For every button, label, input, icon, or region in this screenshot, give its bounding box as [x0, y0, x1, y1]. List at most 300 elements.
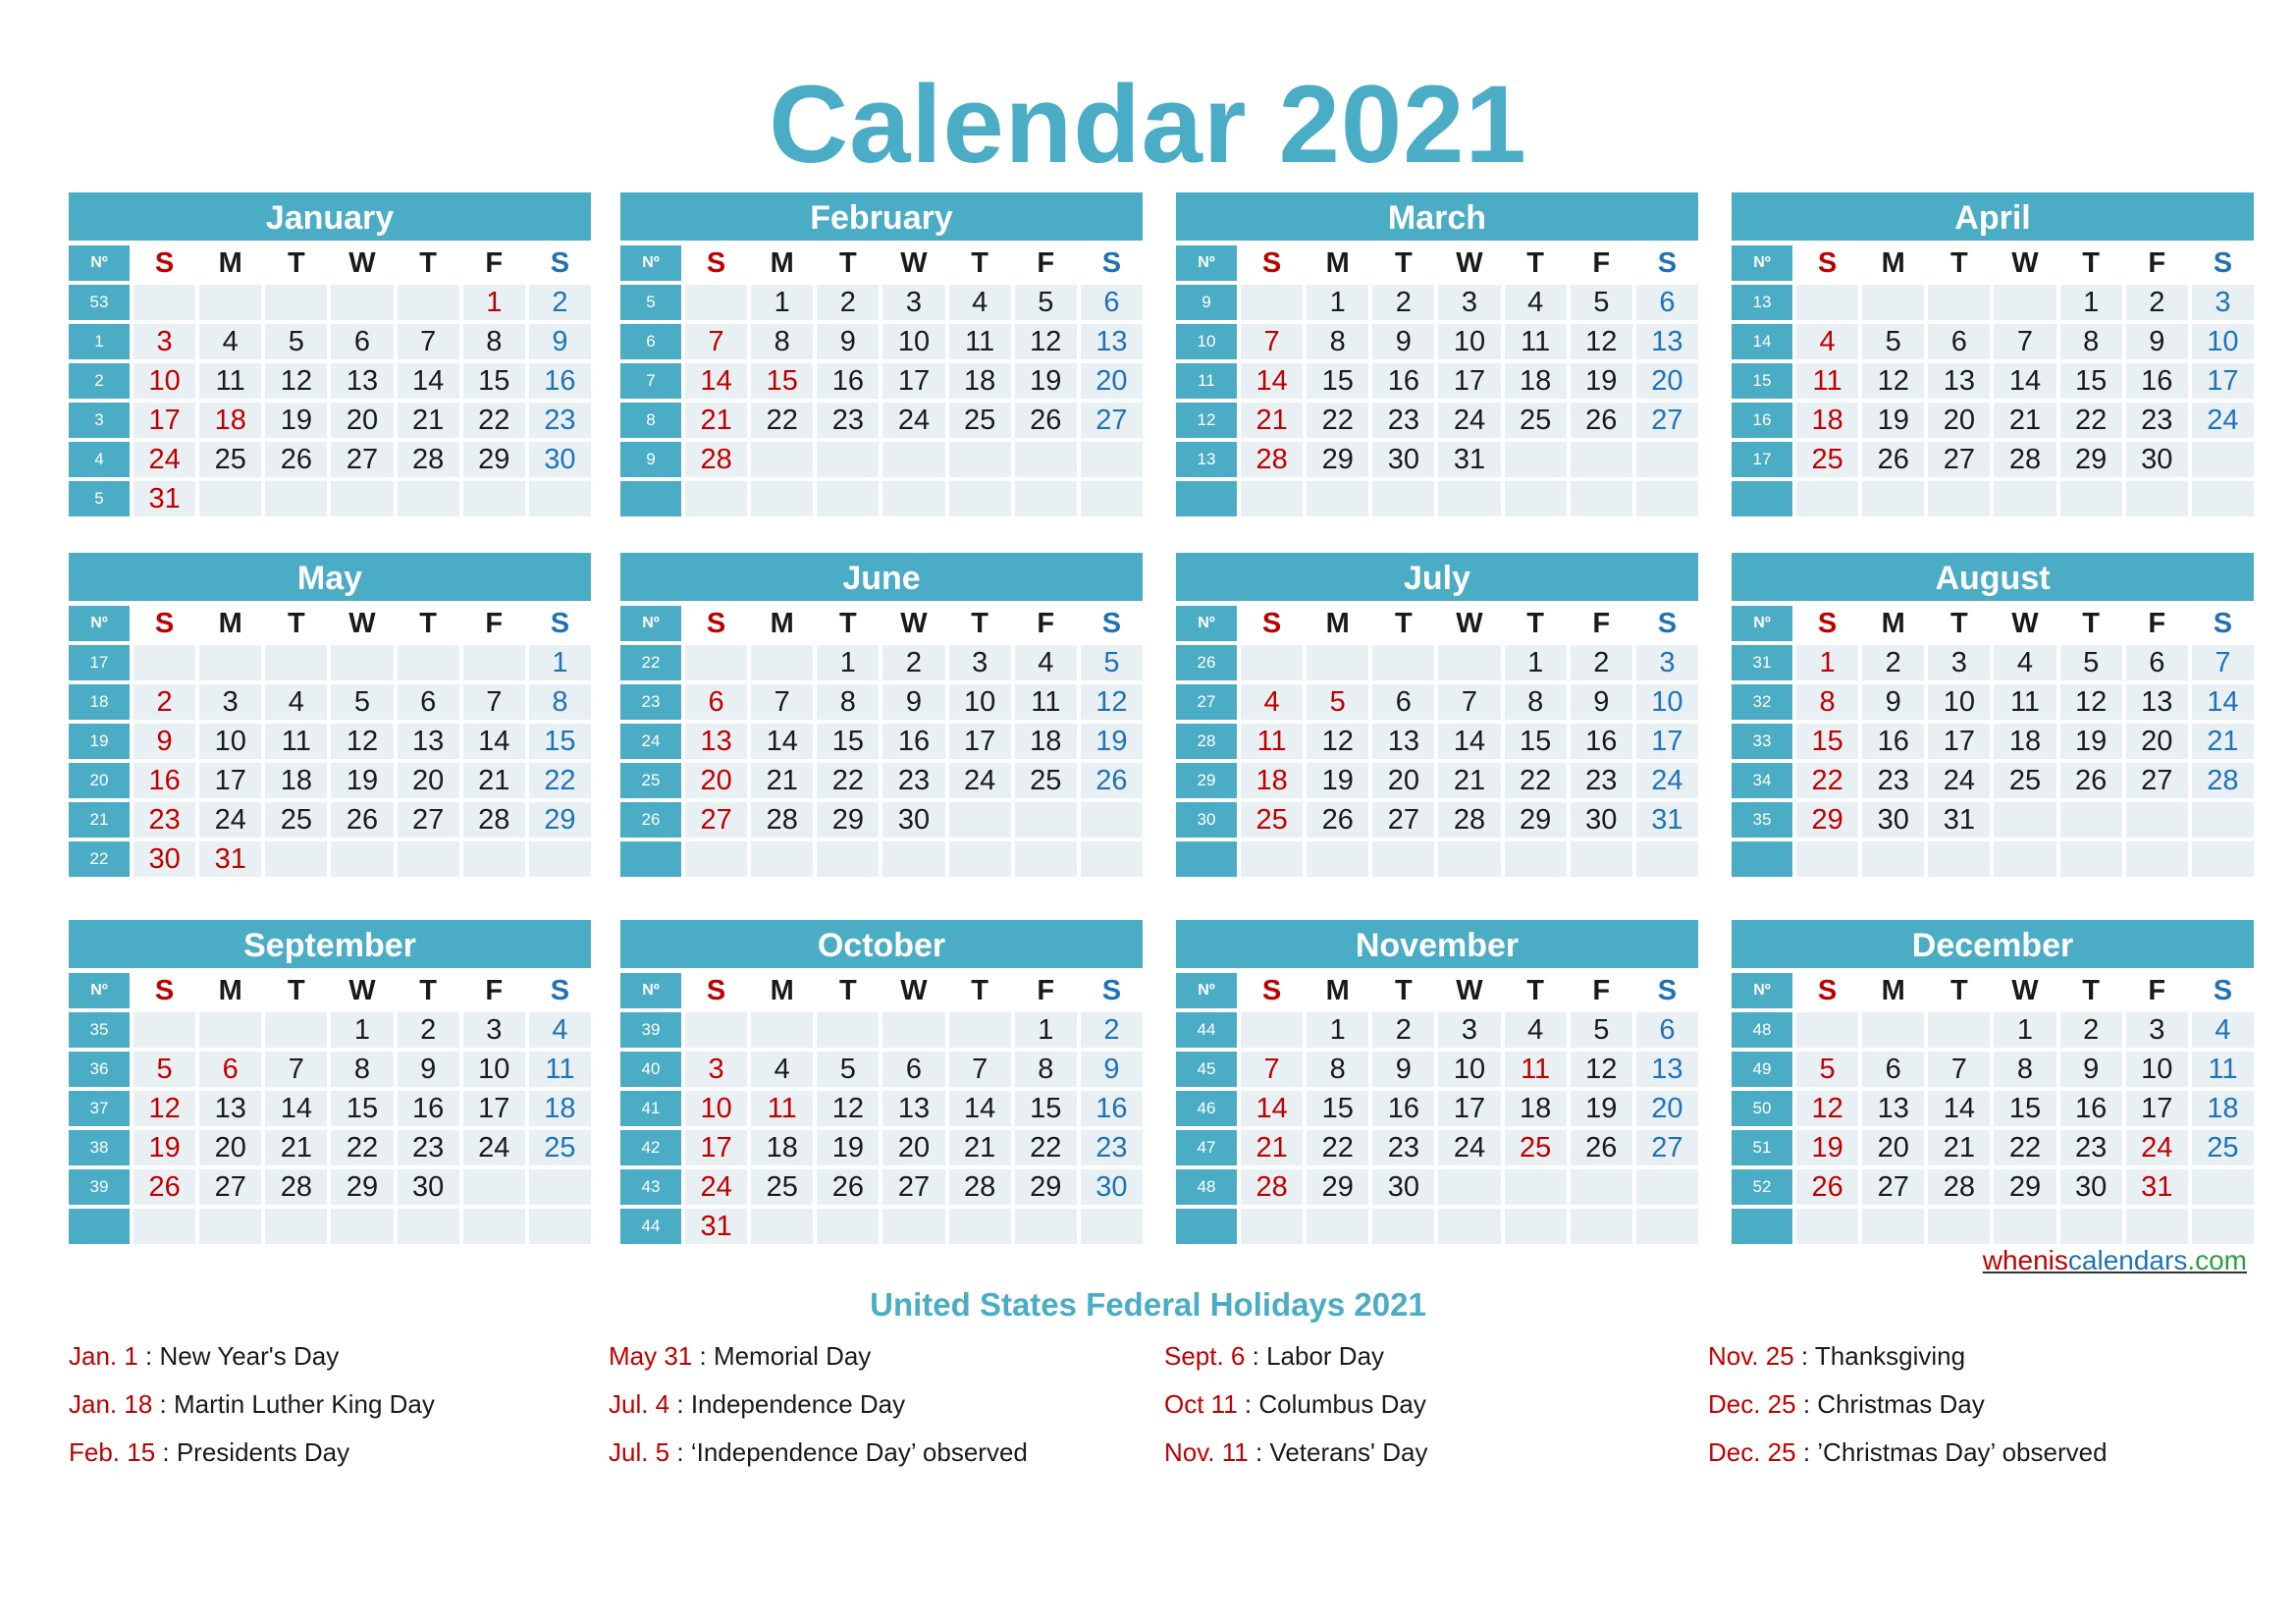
day-cell: 7 [1434, 684, 1500, 720]
day-cell: 13 [1077, 324, 1143, 359]
day-cell: 7 [1924, 1052, 1990, 1087]
day-cell: 21 [1237, 1130, 1303, 1165]
site-link[interactable] [1983, 1245, 2247, 1276]
week-number: 42 [620, 1130, 681, 1165]
empty-day-cell [747, 481, 813, 516]
week-number: 38 [69, 1130, 130, 1165]
day-cell: 5 [1858, 324, 1924, 359]
day-cell: 3 [2122, 1012, 2188, 1048]
day-cell: 22 [1792, 763, 1858, 798]
holiday-item [69, 1437, 435, 1486]
day-cell: 16 [1567, 724, 1632, 759]
weekday-header: T [394, 606, 459, 641]
empty-day-cell [327, 1209, 393, 1244]
week-number: 3 [69, 403, 130, 438]
day-cell: 30 [2056, 1169, 2122, 1205]
empty-day-cell [1792, 1012, 1858, 1048]
weekday-header: S [1632, 606, 1698, 641]
empty-day-cell [945, 802, 1011, 838]
day-cell: 9 [1077, 1052, 1143, 1087]
empty-day-cell [1501, 1169, 1567, 1205]
day-cell: 11 [1990, 684, 2056, 720]
weekday-header: T [945, 245, 1011, 281]
day-cell: 27 [1632, 403, 1698, 438]
empty-day-cell [1368, 481, 1434, 516]
empty-day-cell [1237, 285, 1303, 320]
empty-day-cell [879, 442, 944, 477]
day-cell: 8 [1990, 1052, 2056, 1087]
day-cell: 16 [130, 763, 195, 798]
day-cell: 22 [327, 1130, 393, 1165]
month-name: February [620, 192, 1143, 241]
empty-day-cell [1858, 481, 1924, 516]
day-cell: 1 [1501, 645, 1567, 680]
day-cell: 5 [327, 684, 393, 720]
week-number [620, 841, 681, 877]
weekday-header: F [459, 973, 525, 1008]
day-cell: 3 [459, 1012, 525, 1048]
week-number-header: Nº [1176, 245, 1237, 281]
day-cell: 18 [1501, 1091, 1567, 1126]
day-cell: 29 [1792, 802, 1858, 838]
empty-day-cell [1567, 1209, 1632, 1244]
day-cell: 10 [681, 1091, 747, 1126]
month-grid [1732, 973, 2254, 1244]
day-cell: 27 [394, 802, 459, 838]
day-cell: 22 [525, 763, 591, 798]
day-cell: 23 [1567, 763, 1632, 798]
empty-day-cell [1077, 802, 1143, 838]
week-number [1732, 1209, 1792, 1244]
month-grid [620, 245, 1143, 516]
day-cell: 1 [459, 285, 525, 320]
empty-day-cell [1077, 442, 1143, 477]
day-cell: 17 [1434, 1091, 1500, 1126]
day-cell: 25 [1501, 403, 1567, 438]
weekday-header: S [1077, 973, 1143, 1008]
day-cell: 30 [130, 841, 195, 877]
day-cell: 15 [459, 363, 525, 399]
empty-day-cell [1011, 841, 1077, 877]
empty-day-cell [1924, 481, 1990, 516]
weekday-header: M [195, 973, 261, 1008]
empty-day-cell [1792, 841, 1858, 877]
empty-day-cell [681, 1012, 747, 1048]
day-cell: 26 [1567, 403, 1632, 438]
empty-day-cell [195, 1209, 261, 1244]
week-number: 30 [1176, 802, 1237, 838]
day-cell: 25 [945, 403, 1011, 438]
day-cell: 15 [747, 363, 813, 399]
day-cell: 25 [1501, 1130, 1567, 1165]
day-cell: 12 [1011, 324, 1077, 359]
weekday-header: S [525, 973, 591, 1008]
day-cell: 8 [327, 1052, 393, 1087]
day-cell: 23 [2056, 1130, 2122, 1165]
holidays-title: United States Federal Holidays 2021 [870, 1286, 1426, 1323]
site-link-part2: calendars [2067, 1245, 2188, 1275]
day-cell: 15 [2056, 363, 2122, 399]
week-number: 39 [620, 1012, 681, 1048]
week-number: 29 [1176, 763, 1237, 798]
empty-day-cell [195, 481, 261, 516]
holiday-separator: : [692, 1341, 714, 1371]
week-number: 22 [620, 645, 681, 680]
weekday-header: M [1858, 606, 1924, 641]
holiday-separator: : [152, 1389, 174, 1419]
day-cell: 11 [1501, 324, 1567, 359]
day-cell: 17 [195, 763, 261, 798]
empty-day-cell [1434, 1209, 1500, 1244]
day-cell: 30 [1368, 1169, 1434, 1205]
empty-day-cell [1237, 645, 1303, 680]
week-number-header: Nº [620, 606, 681, 641]
weekday-header: S [130, 973, 195, 1008]
empty-day-cell [1237, 1012, 1303, 1048]
week-number: 2 [69, 363, 130, 399]
empty-day-cell [747, 1209, 813, 1244]
day-cell: 13 [394, 724, 459, 759]
day-cell: 30 [2122, 442, 2188, 477]
day-cell: 20 [195, 1130, 261, 1165]
weekday-header: T [945, 606, 1011, 641]
week-number: 20 [69, 763, 130, 798]
empty-day-cell [681, 285, 747, 320]
day-cell: 3 [130, 324, 195, 359]
holiday-date: Nov. 11 [1164, 1437, 1249, 1467]
weekday-header: S [1632, 973, 1698, 1008]
day-cell: 19 [1792, 1130, 1858, 1165]
week-number [69, 1209, 130, 1244]
day-cell: 7 [1237, 1052, 1303, 1087]
empty-day-cell [261, 645, 327, 680]
empty-day-cell [1303, 841, 1368, 877]
day-cell: 14 [2188, 684, 2254, 720]
day-cell: 27 [327, 442, 393, 477]
day-cell: 26 [1011, 403, 1077, 438]
month-name: January [69, 192, 591, 241]
day-cell: 17 [2122, 1091, 2188, 1126]
day-cell: 31 [1632, 802, 1698, 838]
day-cell: 8 [747, 324, 813, 359]
day-cell: 8 [813, 684, 879, 720]
day-cell: 23 [2122, 403, 2188, 438]
holiday-separator: : [1237, 1389, 1259, 1419]
holiday-name: Martin Luther King Day [173, 1389, 435, 1419]
weekday-header: F [1011, 606, 1077, 641]
month-grid [69, 606, 591, 877]
day-cell: 5 [1011, 285, 1077, 320]
day-cell: 3 [945, 645, 1011, 680]
day-cell: 24 [1632, 763, 1698, 798]
day-cell: 29 [525, 802, 591, 838]
empty-day-cell [945, 1012, 1011, 1048]
day-cell: 1 [2056, 285, 2122, 320]
empty-day-cell [1924, 285, 1990, 320]
empty-day-cell [1434, 1169, 1500, 1205]
week-number: 19 [69, 724, 130, 759]
empty-day-cell [747, 442, 813, 477]
weekday-header: S [1632, 245, 1698, 281]
day-cell: 18 [1792, 403, 1858, 438]
weekday-header: T [261, 606, 327, 641]
day-cell: 1 [1303, 1012, 1368, 1048]
day-cell: 13 [1632, 324, 1698, 359]
week-number-header: Nº [1732, 245, 1792, 281]
empty-day-cell [394, 481, 459, 516]
week-number-header: Nº [1732, 973, 1792, 1008]
empty-day-cell [261, 285, 327, 320]
day-cell: 19 [1858, 403, 1924, 438]
empty-day-cell [1501, 1209, 1567, 1244]
month-name: December [1732, 920, 2254, 968]
week-number: 8 [620, 403, 681, 438]
weekday-header: M [195, 245, 261, 281]
holiday-separator: : [155, 1437, 177, 1467]
weekday-header: S [2188, 973, 2254, 1008]
day-cell: 3 [1434, 285, 1500, 320]
week-number: 22 [69, 841, 130, 877]
day-cell: 18 [1237, 763, 1303, 798]
day-cell: 29 [1011, 1169, 1077, 1205]
holiday-name: Labor Day [1266, 1341, 1385, 1371]
weekday-header: W [1990, 606, 2056, 641]
empty-day-cell [1303, 1209, 1368, 1244]
holiday-name: Memorial Day [713, 1341, 872, 1371]
empty-day-cell [1990, 841, 2056, 877]
day-cell: 28 [1990, 442, 2056, 477]
empty-day-cell [1567, 1169, 1632, 1205]
empty-day-cell [1567, 442, 1632, 477]
holiday-item [1708, 1341, 2108, 1389]
day-cell: 20 [1368, 763, 1434, 798]
day-cell: 8 [1501, 684, 1567, 720]
day-cell: 17 [879, 363, 944, 399]
day-cell: 10 [945, 684, 1011, 720]
weekday-header: S [681, 973, 747, 1008]
holiday-separator: : [137, 1341, 160, 1371]
empty-day-cell [261, 841, 327, 877]
month-april [1732, 192, 2254, 516]
empty-day-cell [879, 481, 944, 516]
day-cell: 14 [681, 363, 747, 399]
empty-day-cell [130, 285, 195, 320]
weekday-header: T [261, 245, 327, 281]
empty-day-cell [813, 1012, 879, 1048]
holiday-date: Oct 11 [1164, 1389, 1238, 1419]
day-cell: 25 [261, 802, 327, 838]
day-cell: 2 [2122, 285, 2188, 320]
holiday-item [1708, 1389, 2108, 1437]
day-cell: 11 [1237, 724, 1303, 759]
month-name: August [1732, 553, 2254, 601]
day-cell: 20 [879, 1130, 944, 1165]
empty-day-cell [261, 1012, 327, 1048]
day-cell: 14 [747, 724, 813, 759]
day-cell: 3 [681, 1052, 747, 1087]
day-cell: 1 [1303, 285, 1368, 320]
weekday-header: S [1237, 245, 1303, 281]
weekday-header: T [394, 245, 459, 281]
day-cell: 15 [813, 724, 879, 759]
day-cell: 27 [1924, 442, 1990, 477]
empty-day-cell [327, 481, 393, 516]
empty-day-cell [945, 481, 1011, 516]
day-cell: 4 [1990, 645, 2056, 680]
day-cell: 1 [813, 645, 879, 680]
day-cell: 16 [1077, 1091, 1143, 1126]
day-cell: 13 [879, 1091, 944, 1126]
day-cell: 13 [2122, 684, 2188, 720]
day-cell: 9 [394, 1052, 459, 1087]
day-cell: 16 [1368, 1091, 1434, 1126]
weekday-header: M [747, 245, 813, 281]
empty-day-cell [879, 1012, 944, 1048]
holiday-column [69, 1341, 435, 1486]
day-cell: 6 [394, 684, 459, 720]
week-number: 24 [620, 724, 681, 759]
day-cell: 4 [2188, 1012, 2254, 1048]
weekday-header: S [1792, 973, 1858, 1008]
empty-day-cell [1501, 481, 1567, 516]
empty-day-cell [327, 841, 393, 877]
day-cell: 24 [130, 442, 195, 477]
empty-day-cell [1792, 285, 1858, 320]
empty-day-cell [1858, 1209, 1924, 1244]
empty-day-cell [1632, 1209, 1698, 1244]
week-number: 35 [69, 1012, 130, 1048]
month-grid [1732, 606, 2254, 877]
day-cell: 25 [1237, 802, 1303, 838]
day-cell: 12 [1567, 1052, 1632, 1087]
empty-day-cell [459, 481, 525, 516]
day-cell: 10 [459, 1052, 525, 1087]
holiday-name: ’Christmas Day’ observed [1817, 1437, 2108, 1467]
day-cell: 2 [1077, 1012, 1143, 1048]
day-cell: 26 [1792, 1169, 1858, 1205]
week-number: 27 [1176, 684, 1237, 720]
empty-day-cell [394, 285, 459, 320]
empty-day-cell [681, 645, 747, 680]
day-cell: 22 [813, 763, 879, 798]
day-cell: 26 [130, 1169, 195, 1205]
month-name: May [69, 553, 591, 601]
day-cell: 31 [1434, 442, 1500, 477]
holiday-date: Feb. 15 [69, 1437, 156, 1467]
weekday-header: W [327, 606, 393, 641]
empty-day-cell [1434, 645, 1500, 680]
day-cell: 2 [1567, 645, 1632, 680]
day-cell: 26 [1303, 802, 1368, 838]
weekday-header: F [1567, 973, 1632, 1008]
day-cell: 22 [2056, 403, 2122, 438]
day-cell: 18 [2188, 1091, 2254, 1126]
day-cell: 28 [2188, 763, 2254, 798]
empty-day-cell [130, 645, 195, 680]
day-cell: 17 [130, 403, 195, 438]
holiday-date: Dec. 25 [1708, 1389, 1796, 1419]
week-number: 43 [620, 1169, 681, 1205]
day-cell: 27 [195, 1169, 261, 1205]
holiday-column [1164, 1341, 1427, 1486]
month-grid [69, 973, 591, 1244]
day-cell: 24 [195, 802, 261, 838]
empty-day-cell [525, 1209, 591, 1244]
day-cell: 16 [1368, 363, 1434, 399]
day-cell: 29 [1501, 802, 1567, 838]
empty-day-cell [1303, 481, 1368, 516]
day-cell: 18 [261, 763, 327, 798]
empty-day-cell [2188, 1169, 2254, 1205]
holiday-date: Jan. 1 [69, 1341, 138, 1371]
day-cell: 18 [525, 1091, 591, 1126]
day-cell: 25 [1011, 763, 1077, 798]
day-cell: 2 [1858, 645, 1924, 680]
holiday-separator: : [1248, 1437, 1270, 1467]
day-cell: 25 [1990, 763, 2056, 798]
day-cell: 5 [1303, 684, 1368, 720]
day-cell: 21 [681, 403, 747, 438]
empty-day-cell [2122, 841, 2188, 877]
day-cell: 29 [2056, 442, 2122, 477]
day-cell: 23 [813, 403, 879, 438]
weekday-header: T [1368, 606, 1434, 641]
day-cell: 11 [2188, 1052, 2254, 1087]
holiday-name: ‘Independence Day’ observed [690, 1437, 1028, 1467]
month-name: July [1176, 553, 1698, 601]
day-cell: 9 [1368, 324, 1434, 359]
day-cell: 1 [525, 645, 591, 680]
day-cell: 7 [1990, 324, 2056, 359]
weekday-header: S [525, 245, 591, 281]
day-cell: 19 [1303, 763, 1368, 798]
day-cell: 4 [1501, 285, 1567, 320]
month-grid [1176, 973, 1698, 1244]
day-cell: 16 [525, 363, 591, 399]
week-number: 16 [1732, 403, 1792, 438]
day-cell: 20 [394, 763, 459, 798]
month-grid [1176, 606, 1698, 877]
empty-day-cell [945, 1209, 1011, 1244]
day-cell: 11 [261, 724, 327, 759]
day-cell: 16 [2056, 1091, 2122, 1126]
day-cell: 9 [130, 724, 195, 759]
day-cell: 15 [1501, 724, 1567, 759]
day-cell: 10 [130, 363, 195, 399]
holiday-name: Independence Day [690, 1389, 906, 1419]
week-number: 37 [69, 1091, 130, 1126]
empty-day-cell [130, 1012, 195, 1048]
weekday-header: W [879, 973, 944, 1008]
weekday-header: F [2122, 606, 2188, 641]
holiday-name: Veterans' Day [1269, 1437, 1428, 1467]
empty-day-cell [1501, 442, 1567, 477]
month-name: April [1732, 192, 2254, 241]
day-cell: 2 [394, 1012, 459, 1048]
empty-day-cell [1567, 841, 1632, 877]
day-cell: 8 [525, 684, 591, 720]
empty-day-cell [1011, 442, 1077, 477]
day-cell: 28 [1237, 1169, 1303, 1205]
empty-day-cell [945, 442, 1011, 477]
day-cell: 15 [327, 1091, 393, 1126]
empty-day-cell [1632, 841, 1698, 877]
day-cell: 29 [327, 1169, 393, 1205]
day-cell: 12 [1303, 724, 1368, 759]
day-cell: 10 [1632, 684, 1698, 720]
empty-day-cell [1990, 802, 2056, 838]
day-cell: 2 [1368, 1012, 1434, 1048]
